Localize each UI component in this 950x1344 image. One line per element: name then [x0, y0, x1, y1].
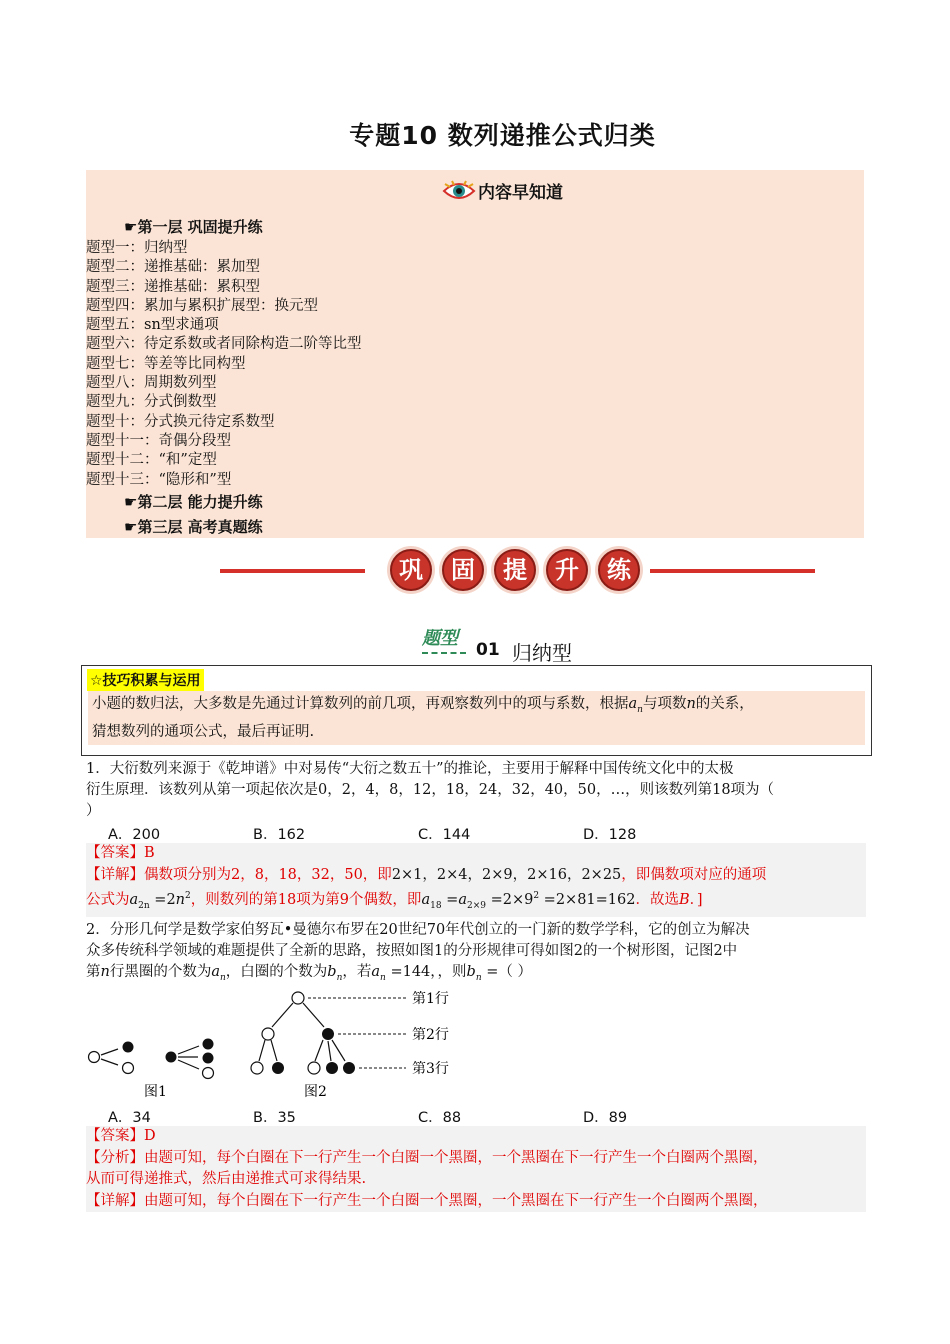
- math-an: $a_n$: [628, 696, 643, 715]
- detail-text: ，即偶数项对应的通项: [621, 866, 767, 883]
- section-banner: [220, 549, 820, 593]
- toc-layer-2: ☛第二层 能力提升练: [124, 493, 263, 511]
- answer-line: 【答案】B: [86, 845, 155, 861]
- detail-text: ，则数列的第18项为第9个偶数，即: [190, 891, 422, 908]
- question-text: ，若: [342, 964, 372, 980]
- toc-item: 题型六：待定系数或者同除构造二阶等比型: [86, 336, 362, 353]
- detail-text: 【详解】偶数项分别为2，8，18，32，50，即: [86, 866, 392, 883]
- detail-text: 公式为: [86, 891, 130, 908]
- skill-text: 小题的数归法，大多数是先通过计算数列的前几项，再观察数列中的项与系数，根据: [92, 696, 629, 712]
- toc-list: [86, 239, 362, 490]
- q1-solution: [86, 843, 866, 917]
- question-line: 第n行黑圈的个数为$a_n$，白圈的个数为$b_n$，若$a_n =144$，，则$b_n$ =（ ）: [86, 964, 532, 983]
- toc-item: 题型八：周期数列型: [86, 375, 217, 392]
- section-heading: [420, 622, 620, 666]
- skill-text: 的关系，: [695, 696, 754, 712]
- option-b[interactable]: B．35: [253, 1110, 296, 1126]
- math-products: 2×1，2×4，2×9，2×16，2×25: [391, 866, 622, 883]
- math-bn-eq: $b_n$ =: [466, 964, 499, 983]
- math-n: n: [100, 964, 110, 980]
- question-text: ，则: [437, 964, 467, 980]
- option-c[interactable]: C．88: [418, 1110, 462, 1126]
- toc-panel: [86, 170, 864, 538]
- fractal-tree-svg: [86, 990, 506, 1105]
- question-2: [86, 920, 864, 989]
- banner-char: 升: [546, 549, 588, 591]
- question-text: ，白圈的个数为: [225, 964, 328, 980]
- toc-header: [86, 178, 864, 207]
- question-line: 2．分形几何学是数学家伯努瓦•曼德尔布罗在20世纪70年代创立的一门新的数学学科，它的创立为解决: [86, 922, 750, 938]
- question-text: （ ）: [498, 964, 532, 980]
- question-text: 第: [86, 964, 101, 980]
- fractal-figure: [86, 990, 506, 1105]
- math-an-144: $a_n =144$: [371, 964, 431, 983]
- section-tag-underline: [422, 652, 466, 654]
- banner-line-left: [220, 569, 365, 573]
- option-a[interactable]: A．200: [108, 827, 161, 843]
- skill-box: [81, 665, 872, 756]
- analysis-line: 【分析】由题可知，每个白圈在下一行产生一个白圈一个黑圈，一个黑圈在下一行产生一个白圈两个黑圈，: [86, 1149, 768, 1166]
- toc-item: 题型五：sn型求通项: [86, 317, 219, 334]
- banner-char: 提: [494, 549, 536, 591]
- fig1-caption: 图1: [144, 1084, 167, 1100]
- row-2-label: 第2行: [412, 1027, 449, 1043]
- eye-icon: [442, 180, 476, 207]
- answer-line: 【答案】D: [86, 1128, 156, 1144]
- toc-item: 题型九：分式倒数型: [86, 394, 217, 411]
- toc-header-label: 内容早知道: [478, 183, 563, 203]
- math-n: n: [686, 696, 696, 712]
- fig1-rule-white: [89, 1042, 134, 1074]
- question-line: 众多传统科学领域的难题提供了全新的思路，按照如图1的分形规律可得如图2的一个树形图，记图2中: [86, 943, 738, 959]
- fig2-caption: 图2: [304, 1084, 327, 1100]
- fig1-rule-black: [166, 1039, 214, 1079]
- toc-item: 题型一：归纳型: [86, 240, 188, 256]
- detail-text: ．]: [689, 891, 703, 908]
- q2-solution: [86, 1126, 866, 1212]
- option-d[interactable]: D．89: [583, 1110, 628, 1126]
- toc-item: 题型十：分式换元待定系数型: [86, 413, 275, 430]
- toc-item: 题型十二：“和”定型: [86, 452, 217, 469]
- section-tag: 题型: [422, 628, 458, 649]
- detail-text: ．故选: [635, 891, 679, 908]
- skill-tag: ☆技巧积累与运用: [87, 669, 204, 691]
- question-1: [86, 759, 864, 822]
- question-line: 1．大衍数列来源于《乾坤谱》中对易传“大衍之数五十”的推论，主要用于解释中国传统文化中的太极: [86, 761, 734, 777]
- option-d[interactable]: D．128: [583, 827, 637, 843]
- banner-char: 练: [598, 549, 640, 591]
- skill-text: 猜想数列的通项公式，最后再证明.: [92, 723, 315, 740]
- section-name: 归纳型: [512, 641, 572, 665]
- math-formula-a2n: $a_{2n} =2n^2$: [129, 891, 191, 911]
- toc-item: 题型四：累加与累积扩展型：换元型: [86, 297, 318, 314]
- row-1-label: 第1行: [412, 991, 449, 1007]
- toc-item: 题型三：递推基础：累积型: [86, 278, 260, 295]
- detail-line: [86, 886, 866, 917]
- page-title: 专题10 数列递推公式归类: [349, 121, 656, 150]
- toc-item: 题型十三：“隐形和”型: [86, 471, 232, 488]
- question-text: 行黑圈的个数为: [109, 964, 212, 980]
- option-c[interactable]: C．144: [418, 827, 471, 843]
- toc-layer-1: ☛第一层 巩固提升练: [124, 218, 263, 236]
- detail-line: [86, 865, 866, 887]
- detail-line: 【详解】由题可知，每个白圈在下一行产生一个白圈一个黑圈，一个黑圈在下一行产生一个白圈两个黑圈，: [86, 1192, 768, 1209]
- toc-item: 题型二：递推基础：累加型: [86, 259, 260, 276]
- banner-line-right: [650, 569, 815, 573]
- skill-body: [88, 691, 865, 745]
- question-line: ）: [86, 803, 101, 819]
- toc-item: 题型十一：奇偶分段型: [86, 432, 231, 449]
- banner-char: 固: [442, 549, 484, 591]
- skill-text: 与项数: [642, 696, 687, 712]
- row-3-label: 第3行: [412, 1061, 449, 1077]
- math-an: $a_n$: [211, 964, 226, 983]
- fig2-tree: [251, 992, 355, 1074]
- analysis-line: 从而可得递推式，然后由递推式可求得结果.: [86, 1171, 367, 1187]
- option-a[interactable]: A．34: [108, 1110, 151, 1126]
- question-line: 衍生原理．该数列从第一项起依次是0，2，4，8，12，18，24，32，40，50，…，则该数列第18项为（: [86, 782, 775, 798]
- math-bn: $b_n$: [327, 964, 343, 983]
- section-number: 01: [476, 640, 500, 660]
- math-formula-a18: $a_{18} =a_{2\times 9} =2\times 9^2 =2\times 81=162$: [421, 891, 636, 911]
- answer-letter: B: [678, 891, 690, 908]
- toc-item: 题型七：等差等比同构型: [86, 355, 246, 372]
- toc-layer-3: ☛第三层 高考真题练: [124, 518, 263, 536]
- option-b[interactable]: B．162: [253, 827, 306, 843]
- banner-char: 巩: [390, 549, 432, 591]
